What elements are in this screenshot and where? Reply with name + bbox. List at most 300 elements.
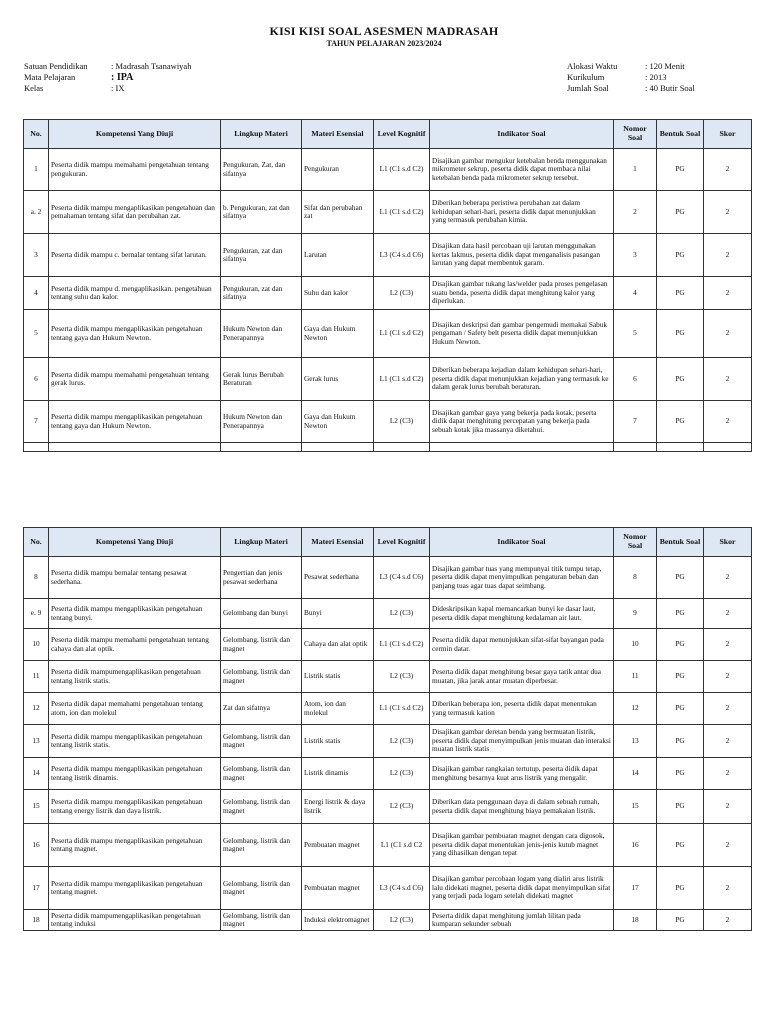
cell-materi	[302, 557, 374, 599]
cell-level	[374, 599, 430, 629]
cell-level	[374, 557, 430, 599]
cell-indikator	[430, 358, 614, 401]
cell-skor	[704, 661, 752, 693]
cell-text: Peserta didik mampu bernalar tentang pesawat sederhana.	[51, 569, 187, 586]
cell-no	[24, 824, 49, 867]
info-row	[567, 72, 695, 83]
cell-text: Disajikan gambar deretan benda yang bermuatan listrik, peserta didik dapat menyimpulkan jenis muatan dan interaksi muatan listrik statis	[432, 728, 611, 754]
cell-text: PG	[675, 840, 685, 849]
cell-kompetensi	[49, 824, 221, 867]
empty-row	[24, 443, 752, 452]
cell-text: 9	[633, 609, 637, 618]
cell-nomor	[614, 358, 657, 401]
table-row	[24, 557, 752, 599]
cell-text: L2 (C3)	[389, 736, 414, 745]
cell-kompetensi	[49, 149, 221, 191]
cell-kompetensi	[49, 234, 221, 277]
cell-text: 1	[633, 165, 637, 174]
table-row	[24, 693, 752, 725]
cell-lingkup	[221, 824, 302, 867]
cell-text: Peserta didik mampu mengaplikasikan pengetahuan tentang listrik statis.	[51, 732, 203, 749]
cell-text: PG	[675, 207, 685, 216]
kisi-table-1	[23, 119, 752, 452]
cell-text: 2	[725, 417, 730, 426]
cell-text: 2	[725, 329, 730, 338]
table-row	[24, 758, 752, 790]
info-label: Alokasi Waktu	[567, 61, 618, 71]
cell-text: 2	[725, 769, 730, 778]
cell-lingkup	[221, 629, 302, 661]
info-row	[567, 61, 695, 72]
cell-text: Disajikan gambar tukang las/welder pada proses pengelasan suatu benda, peserta didik dapat menghitung kalor yang diperlukan.	[432, 280, 608, 306]
cell-no	[24, 910, 49, 931]
cell-text: 17	[631, 883, 639, 892]
cell-no	[24, 599, 49, 629]
table-header-row	[24, 528, 752, 557]
cell-text: 2	[725, 165, 730, 174]
cell-bentuk	[657, 557, 704, 599]
table-row	[24, 310, 752, 358]
cell-level	[374, 867, 430, 910]
cell-text: PG	[675, 736, 685, 745]
cell-skor	[704, 149, 752, 191]
table-row	[24, 629, 752, 661]
cell-bentuk	[657, 358, 704, 401]
cell-text: Suhu dan kalor	[304, 288, 349, 297]
cell-text: PG	[675, 250, 685, 259]
column-header: Nomor Soal	[614, 120, 657, 149]
cell-text: PG	[675, 672, 685, 681]
cell-text: PG	[675, 915, 685, 924]
cell-text: PG	[675, 769, 685, 778]
cell-lingkup	[221, 191, 302, 234]
cell-bentuk	[657, 599, 704, 629]
column-header: Nomor Soal	[614, 528, 657, 557]
cell-skor	[704, 824, 752, 867]
cell-text: Gelombang, listrik dan magnet	[223, 879, 291, 896]
table-header-row	[24, 120, 752, 149]
cell-text: 15	[32, 802, 40, 811]
column-header: Bentuk Soal	[657, 528, 704, 557]
cell-materi	[302, 725, 374, 758]
cell-text: Pesawat sederhana	[304, 573, 359, 582]
cell-no	[24, 867, 49, 910]
column-header: Skor	[704, 528, 752, 557]
cell-text: Gelombang, listrik dan magnet	[223, 732, 291, 749]
info-value: : IX	[111, 83, 125, 93]
cell-kompetensi	[49, 310, 221, 358]
cell-kompetensi	[49, 557, 221, 599]
cell-indikator	[430, 725, 614, 758]
cell-bentuk	[657, 629, 704, 661]
cell-materi	[302, 758, 374, 790]
cell-indikator	[430, 234, 614, 277]
info-label: Satuan Pendidikan	[24, 61, 88, 71]
cell-kompetensi	[49, 910, 221, 931]
column-header: Indikator Soal	[430, 528, 614, 557]
empty-cell	[614, 443, 657, 452]
cell-text: Peserta didik mampu mengaplikasikan pengetahuan tentang magnet.	[51, 879, 203, 896]
cell-text: L2 (C3)	[389, 769, 414, 778]
cell-text: a. 2	[30, 207, 42, 216]
cell-indikator	[430, 629, 614, 661]
cell-indikator	[430, 910, 614, 931]
cell-text: Atom, ion dan molekul	[304, 700, 346, 717]
cell-nomor	[614, 725, 657, 758]
cell-text: Peserta didik mampu mengaplikasikan pengetahuan tentang bunyi.	[51, 605, 203, 622]
cell-text: 2	[725, 802, 730, 811]
cell-text: 2	[725, 640, 730, 649]
cell-nomor	[614, 191, 657, 234]
cell-text: L3 (C4 s.d C6)	[379, 250, 424, 259]
cell-indikator	[430, 401, 614, 443]
cell-text: Disajikan gambar mengukur ketebalan benda menggunakan mikrometer sekrup, peserta didik dapat membaca nilai ketebalan benda pada mikrometer sekrup tersebut.	[432, 156, 607, 182]
cell-text: Peserta didik dapat menghitung jumlah lilitan pada kumparan sekunder sebuah	[432, 911, 581, 928]
cell-text: 15	[631, 802, 639, 811]
cell-text: L3 (C4 s.d C6)	[379, 573, 424, 582]
cell-text: Gelombang, listrik dan magnet	[223, 911, 291, 928]
cell-text: Gelombang, listrik dan magnet	[223, 836, 291, 853]
cell-skor	[704, 401, 752, 443]
column-header: Kompetensi Yang Diuji	[49, 120, 221, 149]
cell-materi	[302, 191, 374, 234]
cell-text: PG	[675, 417, 685, 426]
cell-text: e. 9	[30, 609, 42, 618]
cell-kompetensi	[49, 867, 221, 910]
cell-skor	[704, 358, 752, 401]
cell-kompetensi	[49, 790, 221, 824]
cell-indikator	[430, 758, 614, 790]
cell-skor	[704, 693, 752, 725]
cell-lingkup	[221, 599, 302, 629]
cell-level	[374, 661, 430, 693]
cell-text: 2	[725, 883, 730, 892]
cell-text: 2	[725, 915, 730, 924]
cell-skor	[704, 310, 752, 358]
cell-text: Disajikan gambar pembuatan magnet dengan cara digosok, peserta didik dapat menentukan jenis-jenis kutub magnet yang dihasilkan dengan tepat	[432, 832, 605, 858]
cell-nomor	[614, 310, 657, 358]
cell-indikator	[430, 277, 614, 310]
cell-text: 11	[32, 672, 40, 681]
cell-text: Peserta didik dapat menunjukkan sifat-sifat bayangan pada cermin datar.	[432, 636, 604, 653]
cell-bentuk	[657, 910, 704, 931]
cell-text: Diberikan beberapa peristiwa perubahan zat dalam kehidupan sehari-hari, peserta didik dapat menunjukkan yang termasuk perubahan kimia.	[432, 199, 596, 225]
cell-level	[374, 758, 430, 790]
cell-text: L1 (C1 s.d C2)	[379, 374, 424, 383]
column-header: Bentuk Soal	[657, 120, 704, 149]
cell-text: Disajikan data hasil percobaan uji larutan menggunakan kertas lakmus, peserta didik dapat menganalisis pasangan larutan yang dapat membentuk garam.	[432, 242, 600, 268]
cell-text: Bunyi	[304, 609, 322, 618]
cell-text: Peserta didik mampu mengaplikasikan pengetahuan tentang energy listrik dan daya listrik.	[51, 798, 203, 815]
cell-text: 2	[725, 704, 730, 713]
cell-skor	[704, 790, 752, 824]
cell-text: Diberikan beberapa kejadian dalam kehidupan sehari-hari, peserta didik dapat menunjukkan kejadian yang termasuk ke dalam gerak lurus berubah beraturan.	[432, 366, 609, 392]
cell-text: Peserta didik mampu mengaplikasikan pengetahuan tentang gaya dan Hukum Newton.	[51, 325, 203, 342]
cell-text: Hukum Newton dan Penerapannya	[223, 325, 283, 342]
cell-no	[24, 191, 49, 234]
cell-text: Gelombang, listrik dan magnet	[223, 636, 291, 653]
empty-cell	[430, 443, 614, 452]
cell-text: Peserta didik mampu mengaplikasikan pengetahuan tentang magnet.	[51, 836, 203, 853]
cell-level	[374, 358, 430, 401]
cell-text: 2	[725, 374, 730, 383]
cell-skor	[704, 191, 752, 234]
cell-text: Gaya dan Hukum Newton	[304, 413, 356, 430]
cell-nomor	[614, 599, 657, 629]
cell-text: 2	[725, 573, 730, 582]
cell-indikator	[430, 824, 614, 867]
cell-text: 17	[32, 883, 40, 892]
cell-nomor	[614, 824, 657, 867]
cell-text: PG	[675, 374, 685, 383]
cell-text: Peserta didik dapat memahami pengetahuan tentang atom, ion dan molekul	[51, 700, 203, 717]
cell-level	[374, 191, 430, 234]
cell-text: Gelombang, listrik dan magnet	[223, 798, 291, 815]
cell-indikator	[430, 661, 614, 693]
cell-kompetensi	[49, 277, 221, 310]
cell-text: Pengukuran	[304, 165, 339, 174]
cell-nomor	[614, 557, 657, 599]
cell-materi	[302, 661, 374, 693]
cell-skor	[704, 599, 752, 629]
cell-text: Peserta didik mampu memahami pengetahuan tentang gerak lurus.	[51, 370, 209, 387]
cell-text: Disajikan gambar tuas yang mempunyai titik tumpu tetap, peserta didik dapat menyimpulkan pengaturan beban dan panjang tuas agar tuas dapat seimbang.	[432, 564, 602, 590]
cell-indikator	[430, 790, 614, 824]
cell-text: Sifat dan perubahan zat	[304, 203, 363, 220]
document-title: KISI KISI SOAL ASESMEN MADRASAH	[269, 24, 499, 38]
cell-lingkup	[221, 661, 302, 693]
empty-cell	[374, 443, 430, 452]
table-row	[24, 661, 752, 693]
cell-level	[374, 725, 430, 758]
cell-text: Gaya dan Hukum Newton	[304, 325, 356, 342]
cell-level	[374, 401, 430, 443]
cell-text: 18	[32, 915, 40, 924]
cell-level	[374, 234, 430, 277]
empty-cell	[704, 443, 752, 452]
cell-kompetensi	[49, 599, 221, 629]
cell-materi	[302, 790, 374, 824]
cell-lingkup	[221, 557, 302, 599]
cell-skor	[704, 629, 752, 661]
cell-text: Zat dan sifatnya	[223, 704, 271, 713]
cell-text: 14	[631, 769, 639, 778]
cell-text: PG	[675, 165, 685, 174]
cell-text: 2	[725, 840, 730, 849]
cell-materi	[302, 234, 374, 277]
table-row	[24, 725, 752, 758]
cell-bentuk	[657, 191, 704, 234]
cell-no	[24, 358, 49, 401]
cell-text: Gelombang dan bunyi	[223, 609, 288, 618]
cell-level	[374, 149, 430, 191]
cell-text: Hukum Newton dan Penerapannya	[223, 413, 283, 430]
cell-text: Diberikan beberapa ion, peserta didik dapat menentukan yang termasuk kation	[432, 700, 597, 717]
info-row	[24, 72, 191, 83]
cell-materi	[302, 310, 374, 358]
cell-text: L2 (C3)	[389, 672, 414, 681]
info-value: : Madrasah Tsanawiyah	[111, 61, 192, 71]
cell-text: 5	[34, 329, 38, 338]
cell-kompetensi	[49, 358, 221, 401]
cell-text: Cahaya dan alat optik	[304, 640, 368, 649]
cell-nomor	[614, 401, 657, 443]
column-header: No.	[24, 120, 49, 149]
identity-info-right	[567, 61, 695, 94]
cell-no	[24, 310, 49, 358]
cell-text: 18	[631, 915, 639, 924]
cell-text: L1 (C1 s.d C2)	[379, 207, 424, 216]
info-label: Jumlah Soal	[567, 83, 609, 93]
info-label: Mata Pelajaran	[24, 72, 76, 82]
cell-nomor	[614, 277, 657, 310]
cell-nomor	[614, 149, 657, 191]
cell-level	[374, 629, 430, 661]
cell-bentuk	[657, 310, 704, 358]
cell-skor	[704, 867, 752, 910]
cell-kompetensi	[49, 693, 221, 725]
cell-kompetensi	[49, 758, 221, 790]
cell-level	[374, 277, 430, 310]
cell-no	[24, 277, 49, 310]
cell-kompetensi	[49, 725, 221, 758]
cell-level	[374, 790, 430, 824]
cell-skor	[704, 910, 752, 931]
cell-text: 8	[34, 573, 38, 582]
cell-text: Energi listrik & daya listrik	[304, 798, 366, 815]
cell-bentuk	[657, 867, 704, 910]
cell-text: 6	[633, 374, 637, 383]
cell-bentuk	[657, 693, 704, 725]
cell-bentuk	[657, 234, 704, 277]
cell-text: L2 (C3)	[389, 417, 414, 426]
cell-indikator	[430, 867, 614, 910]
cell-materi	[302, 401, 374, 443]
cell-text: PG	[675, 609, 685, 618]
cell-text: 2	[725, 288, 730, 297]
table-row	[24, 599, 752, 629]
cell-skor	[704, 557, 752, 599]
cell-no	[24, 725, 49, 758]
cell-skor	[704, 234, 752, 277]
cell-text: Pembuatan magnet	[304, 840, 360, 849]
cell-text: Gelombang, listrik dan magnet	[223, 765, 291, 782]
table-row	[24, 277, 752, 310]
info-value: : 120 Menit	[645, 61, 685, 71]
cell-lingkup	[221, 867, 302, 910]
empty-cell	[24, 443, 49, 452]
cell-indikator	[430, 693, 614, 725]
cell-materi	[302, 693, 374, 725]
cell-text: 2	[725, 207, 730, 216]
column-header: Skor	[704, 120, 752, 149]
cell-level	[374, 824, 430, 867]
cell-text: PG	[675, 704, 685, 713]
cell-text: Pengukuran, Zat, dan sifatnya	[223, 161, 286, 178]
table-row	[24, 867, 752, 910]
cell-nomor	[614, 790, 657, 824]
cell-materi	[302, 910, 374, 931]
cell-lingkup	[221, 758, 302, 790]
cell-bentuk	[657, 401, 704, 443]
cell-no	[24, 557, 49, 599]
cell-lingkup	[221, 358, 302, 401]
cell-bentuk	[657, 149, 704, 191]
cell-bentuk	[657, 725, 704, 758]
cell-text: 2	[725, 672, 730, 681]
cell-text: L3 (C4 s.d C6)	[379, 883, 424, 892]
cell-text: 16	[32, 840, 40, 849]
cell-text: PG	[675, 329, 685, 338]
cell-text: 3	[633, 250, 637, 259]
info-label: Kelas	[24, 83, 44, 93]
cell-skor	[704, 277, 752, 310]
cell-text: Dideskripsikan kapal memancarkan bunyi ke dasar laut, peserta didik dapat menghitung kedalaman air laut.	[432, 605, 596, 622]
cell-skor	[704, 758, 752, 790]
cell-text: Peserta didik mampu d. mengaplikasikan. pengetahuan tentang suhu dan kalor.	[51, 284, 212, 301]
cell-text: Listrik statis	[304, 672, 341, 681]
table-row	[24, 149, 752, 191]
identity-info-left	[24, 61, 191, 94]
info-value: : 2013	[645, 72, 667, 82]
cell-text: PG	[675, 802, 685, 811]
cell-nomor	[614, 910, 657, 931]
cell-text: L1 (C1 s.d C2	[380, 840, 423, 849]
cell-text: Peserta didik mampumengaplikasikan pengetahuan tentang induksi	[51, 911, 201, 928]
cell-text: Disajikan deskripsi dan gambar pengemudi memakai Sabuk pengaman / Safety belt peserta didik dapat menunjukkan Hukum Newton.	[432, 320, 608, 346]
cell-lingkup	[221, 693, 302, 725]
cell-kompetensi	[49, 401, 221, 443]
cell-materi	[302, 629, 374, 661]
cell-nomor	[614, 693, 657, 725]
cell-kompetensi	[49, 191, 221, 234]
cell-text: Peserta didik mampumengaplikasikan pengetahuan tentang listrik statis.	[51, 668, 201, 685]
cell-text: 2	[633, 207, 637, 216]
cell-text: L1 (C1 s.d C2)	[379, 165, 424, 174]
cell-no	[24, 790, 49, 824]
cell-bentuk	[657, 758, 704, 790]
table-row	[24, 910, 752, 931]
cell-text: PG	[675, 883, 685, 892]
cell-text: PG	[675, 573, 685, 582]
cell-lingkup	[221, 790, 302, 824]
column-header: Kompetensi Yang Diuji	[49, 528, 221, 557]
cell-lingkup	[221, 910, 302, 931]
table-row	[24, 234, 752, 277]
cell-nomor	[614, 629, 657, 661]
cell-lingkup	[221, 401, 302, 443]
cell-materi	[302, 867, 374, 910]
column-header: No.	[24, 528, 49, 557]
cell-text: 11	[631, 672, 639, 681]
cell-text: L2 (C3)	[389, 609, 414, 618]
cell-no	[24, 661, 49, 693]
cell-text: Disajikan gambar gaya yang bekerja pada kotak, peserta didik dapat menghitung percepatan yang bekerja pada sebuah kotak jika massanya diketahui.	[432, 408, 597, 434]
cell-indikator	[430, 557, 614, 599]
cell-text: L2 (C3)	[389, 915, 414, 924]
info-row	[24, 61, 191, 72]
cell-text: 12	[631, 704, 639, 713]
info-value: : 40 Butir Soal	[645, 83, 695, 93]
cell-text: Peserta didik mampu mengaplikasikan pengetahuan tentang listrik dinamis.	[51, 765, 203, 782]
cell-text: Peserta didik mampu mengaplikasikan pengetahuan dan pemahaman tentang sifat dan perubahan zat.	[51, 203, 215, 220]
table-row	[24, 790, 752, 824]
cell-text: PG	[675, 640, 685, 649]
cell-kompetensi	[49, 661, 221, 693]
table-row	[24, 358, 752, 401]
cell-text: Induksi elektromagnet	[304, 915, 370, 924]
cell-lingkup	[221, 149, 302, 191]
